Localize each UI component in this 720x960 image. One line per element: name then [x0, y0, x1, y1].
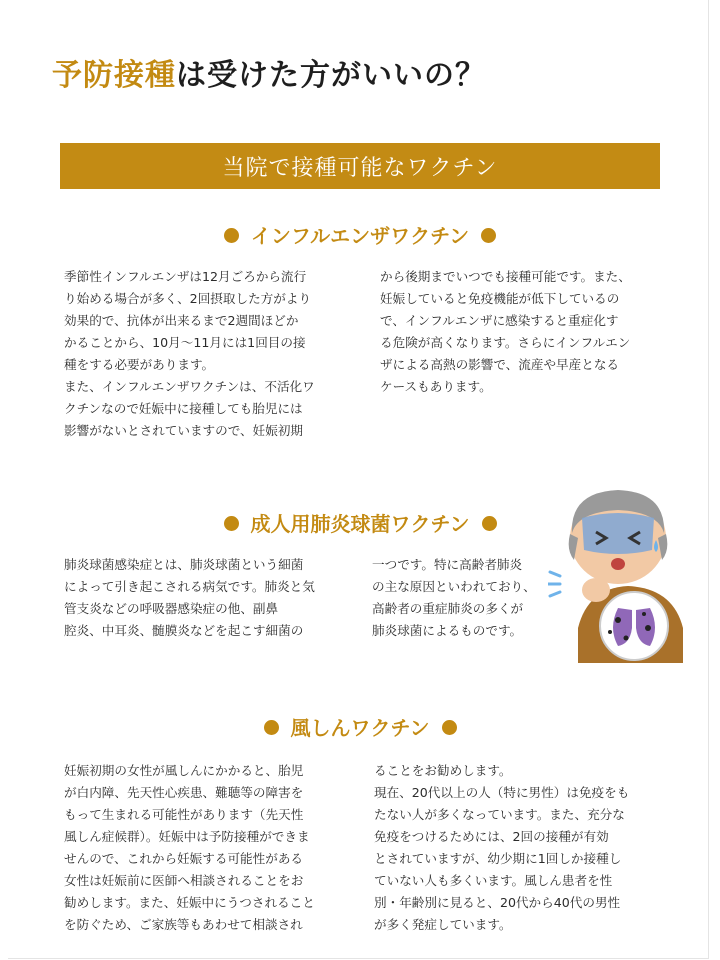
coughing-elderly-man-illustration	[548, 478, 688, 663]
bullet-dot-icon	[224, 228, 239, 243]
section-heading-label: インフルエンザワクチン	[250, 224, 470, 248]
page-title-accent: 予防接種	[52, 58, 176, 93]
section-heading-label: 風しんワクチン	[290, 716, 430, 740]
bullet-dot-icon	[482, 516, 497, 531]
bullet-dot-icon	[264, 720, 279, 735]
page-title-rest: は受けた方がいいの？	[176, 58, 486, 93]
vaccines-banner: 当院で接種可能なワクチン	[60, 143, 660, 189]
pneumococcal-text-right: 一つです。特に高齢者肺炎 の主な原因といわれており、 高齢者の重症肺炎の多くが 肺炎球菌によるものです。	[372, 557, 536, 638]
section-heading-rubella	[60, 712, 660, 741]
bullet-dot-icon	[442, 720, 457, 735]
bullet-dot-icon	[481, 228, 496, 243]
influenza-text-right: から後期までいつでも接種可能です。また、 妊娠していると免疫機能が低下しているの で、インフルエンザに感染すると重症化す る危険が高くなります。さらにインフルエン ザによる高熱の影響で、流産や早産となる ケースもあります。	[380, 269, 631, 394]
section-heading-influenza	[60, 220, 660, 249]
rubella-text-left: 妊娠初期の女性が風しんにかかると、胎児 が白内障、先天性心疾患、難聴等の障害を もって生まれる可能性があります（先天性 風しん症候群）。妊娠中は予防接種ができま せんので、これから妊娠する可能性がある 女性は妊娠前に医師へ相談されることをお 勧めします。また、妊娠中にうつされること を防ぐため、ご家族等もあわせて相談され	[64, 763, 315, 932]
pneumococcal-text-left: 肺炎球菌感染症とは、肺炎球菌という細菌 によって引き起こされる病気です。肺炎と気 管支炎などの呼吸器感染症の他、副鼻 腔炎、中耳炎、髄膜炎などを起こす細菌の	[64, 557, 315, 638]
section-heading-label: 成人用肺炎球菌ワクチン	[250, 512, 470, 536]
page-title	[52, 50, 486, 94]
influenza-text-left: 季節性インフルエンザは12月ごろから流行 り始める場合が多く、2回摂取した方がより 効果的で、抗体が出来るまで2週間ほどか かることから、10月～11月には1回目の接 種をする必要があります。 また、インフルエンザワクチンは、不活化ワ クチンなので妊娠中に接種しても胎児には 影響がないとされていますので、妊娠初期	[64, 269, 315, 438]
rubella-text-right: ることをお勧めします。 現在、20代以上の人（特に男性）は免疫をも たない人が多くなっています。また、充分な 免疫をつけるためには、2回の接種が有効 とされていますが、幼少期に1回しか接種し ていない人も多くいます。風しん患者を性 別・年齢別に見ると、20代から40代の男性 が多く発症しています。	[374, 763, 630, 932]
bullet-dot-icon	[224, 516, 239, 531]
